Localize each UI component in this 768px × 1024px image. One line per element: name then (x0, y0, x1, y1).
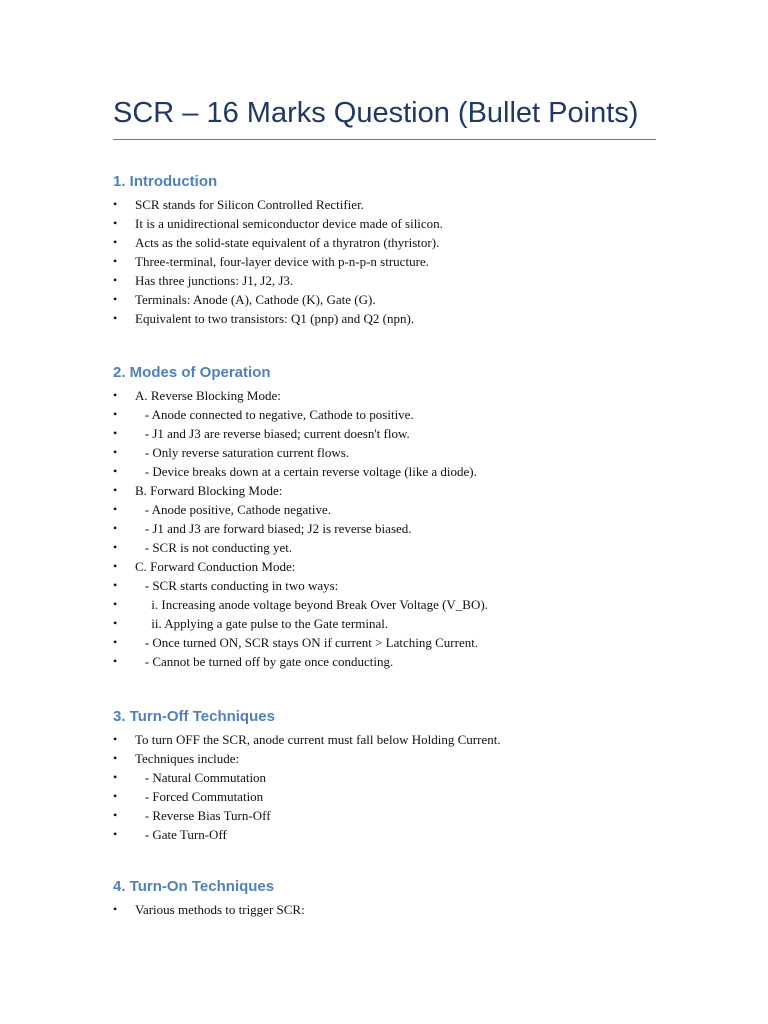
bullet-icon: • (113, 559, 118, 573)
bullet-icon: • (113, 635, 118, 649)
bullet-text: ii. Applying a gate pulse to the Gate terminal. (135, 616, 389, 631)
section-introduction (113, 171, 673, 328)
bullet-icon: • (113, 770, 118, 784)
bullet-item (113, 614, 673, 633)
bullet-icon: • (113, 388, 118, 402)
bullet-item (113, 749, 673, 768)
bullet-icon: • (113, 616, 118, 630)
bullet-text: Equivalent to two transistors: Q1 (pnp) and Q2 (npn). (135, 311, 415, 326)
bullet-item (113, 652, 673, 671)
bullet-text: B. Forward Blocking Mode: (135, 483, 283, 498)
bullet-text: SCR stands for Silicon Controlled Rectifier. (135, 197, 364, 212)
title-underline (113, 139, 656, 140)
section-heading: 1. Introduction (113, 173, 218, 190)
bullet-text: Three-terminal, four-layer device with p-n-p-n structure. (135, 254, 429, 269)
bullet-item (113, 557, 673, 576)
bullet-icon: • (113, 540, 118, 554)
bullet-item (113, 576, 673, 595)
section-turn-off-techniques (113, 706, 673, 844)
bullet-item (113, 787, 673, 806)
bullet-icon: • (113, 273, 118, 287)
bullet-item (113, 633, 673, 652)
bullet-text: To turn OFF the SCR, anode current must fall below Holding Current. (135, 732, 501, 747)
bullet-item (113, 214, 673, 233)
bullet-text: - Natural Commutation (135, 770, 267, 785)
bullet-item (113, 538, 673, 557)
bullet-icon: • (113, 311, 118, 325)
bullet-item (113, 424, 673, 443)
bullet-icon: • (113, 902, 118, 916)
section-heading: 4. Turn-On Techniques (113, 878, 275, 895)
bullet-icon: • (113, 235, 118, 249)
bullet-item (113, 519, 673, 538)
bullet-text: - Anode positive, Cathode negative. (135, 502, 332, 517)
bullet-icon: • (113, 445, 118, 459)
bullet-item (113, 290, 673, 309)
bullet-item (113, 443, 673, 462)
bullet-text: - Gate Turn-Off (135, 827, 227, 842)
bullet-text: i. Increasing anode voltage beyond Break Over Voltage (V_BO). (135, 597, 488, 612)
bullet-text: It is a unidirectional semiconductor device made of silicon. (135, 216, 443, 231)
bullet-icon: • (113, 827, 118, 841)
bullet-icon: • (113, 654, 118, 668)
bullet-item (113, 825, 673, 844)
bullet-item (113, 252, 673, 271)
section-turn-on-techniques (113, 876, 673, 919)
bullet-item (113, 405, 673, 424)
bullet-icon: • (113, 808, 118, 822)
bullet-text: Has three junctions: J1, J2, J3. (135, 273, 294, 288)
bullet-text: C. Forward Conduction Mode: (135, 559, 296, 574)
bullet-item (113, 806, 673, 825)
bullet-text: Acts as the solid-state equivalent of a thyratron (thyristor). (135, 235, 440, 250)
bullet-text: - Anode connected to negative, Cathode to positive. (135, 407, 414, 422)
section-heading: 2. Modes of Operation (113, 364, 271, 381)
bullet-text: - Cannot be turned off by gate once conducting. (135, 654, 394, 669)
bullet-icon: • (113, 789, 118, 803)
bullet-item (113, 309, 673, 328)
bullet-item (113, 768, 673, 787)
bullet-item (113, 500, 673, 519)
bullet-list (113, 386, 673, 671)
bullet-text: Terminals: Anode (A), Cathode (K), Gate (G). (135, 292, 376, 307)
bullet-text: - Only reverse saturation current flows. (135, 445, 350, 460)
bullet-icon: • (113, 483, 118, 497)
bullet-item (113, 730, 673, 749)
bullet-icon: • (113, 254, 118, 268)
bullet-text: - Once turned ON, SCR stays ON if current > Latching Current. (135, 635, 479, 650)
bullet-icon: • (113, 521, 118, 535)
bullet-icon: • (113, 597, 118, 611)
page-title: SCR – 16 Marks Question (Bullet Points) (113, 97, 639, 129)
bullet-icon: • (113, 578, 118, 592)
section-heading: 3. Turn-Off Techniques (113, 708, 275, 725)
bullet-text: Techniques include: (135, 751, 240, 766)
bullet-item (113, 481, 673, 500)
section-modes-of-operation (113, 362, 673, 671)
bullet-item (113, 900, 673, 919)
bullet-text: A. Reverse Blocking Mode: (135, 388, 281, 403)
bullet-text: - Reverse Bias Turn-Off (135, 808, 271, 823)
bullet-text: - Device breaks down at a certain reverse voltage (like a diode). (135, 464, 477, 479)
bullet-item (113, 462, 673, 481)
bullet-text: Various methods to trigger SCR: (135, 902, 305, 917)
bullet-list (113, 900, 673, 919)
bullet-item (113, 271, 673, 290)
bullet-icon: • (113, 197, 118, 211)
bullet-icon: • (113, 407, 118, 421)
bullet-text: - SCR starts conducting in two ways: (135, 578, 339, 593)
bullet-item (113, 386, 673, 405)
bullet-text: - J1 and J3 are forward biased; J2 is reverse biased. (135, 521, 412, 536)
bullet-icon: • (113, 751, 118, 765)
bullet-text: - J1 and J3 are reverse biased; current doesn't flow. (135, 426, 410, 441)
bullet-icon: • (113, 216, 118, 230)
bullet-icon: • (113, 502, 118, 516)
bullet-icon: • (113, 426, 118, 440)
bullet-item (113, 595, 673, 614)
bullet-item (113, 195, 673, 214)
bullet-item (113, 233, 673, 252)
bullet-text: - Forced Commutation (135, 789, 264, 804)
bullet-list (113, 730, 673, 844)
bullet-icon: • (113, 464, 118, 478)
bullet-text: - SCR is not conducting yet. (135, 540, 293, 555)
bullet-list (113, 195, 673, 328)
bullet-icon: • (113, 732, 118, 746)
bullet-icon: • (113, 292, 118, 306)
